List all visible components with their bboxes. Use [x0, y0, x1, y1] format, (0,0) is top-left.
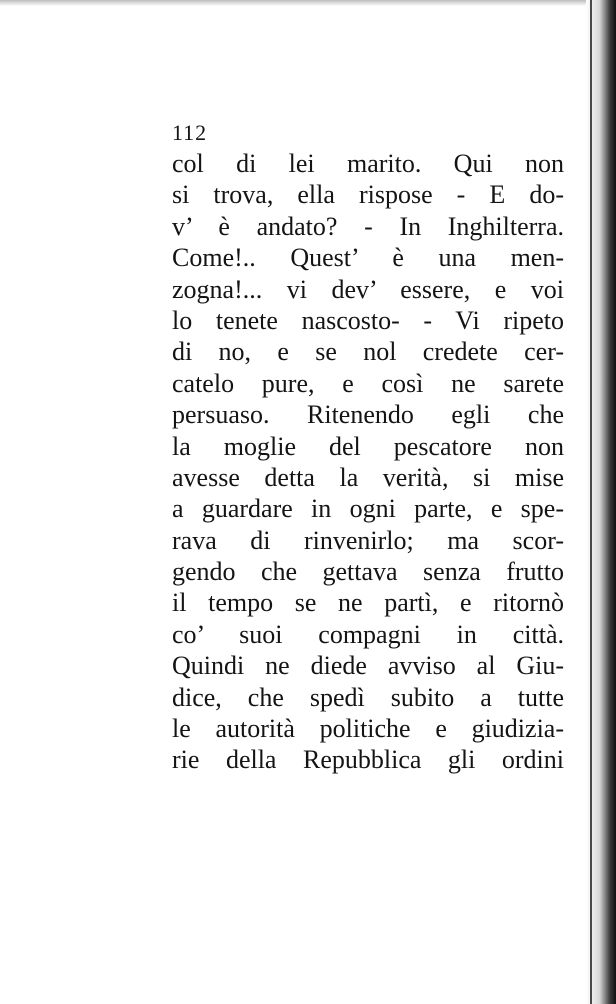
text-line: le autorità politiche e giudizia- [172, 714, 564, 744]
text-line: avesse detta la verità, si mise [172, 462, 564, 492]
text-line: a guardare in ogni parte, e spe- [172, 494, 564, 524]
text-line: gendo che gettava senza frutto [172, 557, 564, 587]
text-line: si trova, ella rispose - E do- [172, 180, 564, 210]
text-line: di no, e se nol credete cer- [172, 337, 564, 367]
text-line: co’ suoi compagni in città. [172, 619, 564, 649]
text-line: la moglie del pescatore non [172, 431, 564, 461]
body-text [172, 148, 564, 776]
text-line: v’ è andato? - In Inghilterra. [172, 211, 564, 241]
page-number: 112 [172, 120, 208, 145]
text-line: Quindi ne diede avviso al Giu- [172, 651, 564, 681]
text-line: catelo pure, e così ne sarete [172, 368, 564, 398]
text-line: dice, che spedì subito a tutte [172, 682, 564, 712]
text-line: Come!.. Quest’ è una men- [172, 243, 564, 273]
text-line: lo tenete nascosto- - Vi ripeto [172, 305, 564, 335]
text-line: persuaso. Ritenendo egli che [172, 400, 564, 430]
spine-line [590, 0, 592, 1004]
page-top-edge [0, 0, 590, 6]
text-line: rava di rinvenirlo; ma scor- [172, 525, 564, 555]
text-line: rie della Repubblica gli ordini [172, 745, 564, 775]
text-line: il tempo se ne partì, e ritornò [172, 588, 564, 618]
text-line: zogna!... vi dev’ essere, e voi [172, 274, 564, 304]
text-line: col di lei marito. Qui non [172, 149, 564, 178]
